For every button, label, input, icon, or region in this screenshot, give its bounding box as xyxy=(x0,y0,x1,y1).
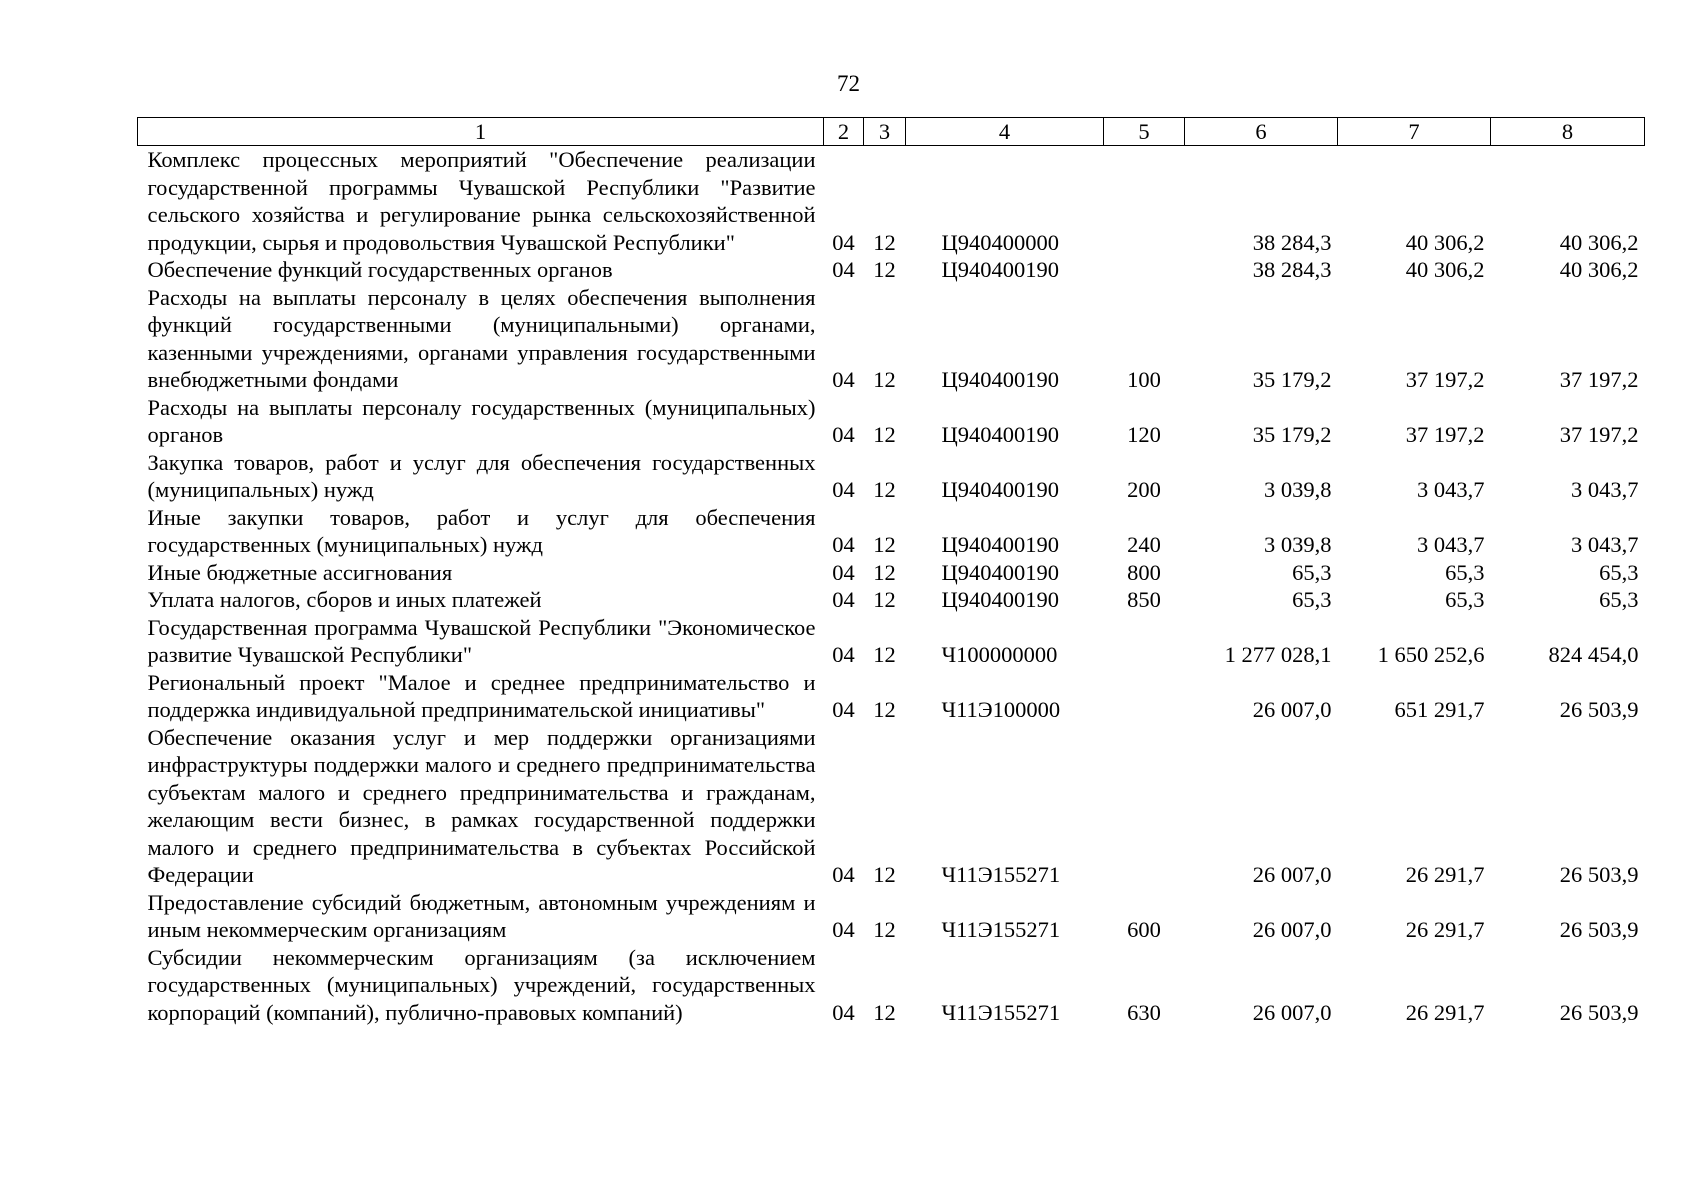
column-header-7: 7 xyxy=(1338,118,1491,146)
row-name: Обеспечение оказания услуг и мер поддержки организациями инфраструктуры поддержки малого и среднего предпринимательства субъектам малого и среднего предпринимательства и гражданам, желающим вести бизнес, в рамках государственной поддержки малого и среднего предпринимательства в субъектах Российской Федерации xyxy=(147,724,816,887)
row-name: Иные закупки товаров, работ и услуг для обеспечения государственных (муниципальных) нужд xyxy=(147,504,816,557)
amount-year-3: 824 454,0 xyxy=(1548,642,1639,667)
subsection-code: 12 xyxy=(873,422,896,447)
amount-year-2: 3 043,7 xyxy=(1417,532,1485,557)
section-code: 04 xyxy=(832,229,855,255)
table-body xyxy=(138,146,1645,1027)
amount-year-3: 37 197,2 xyxy=(1559,422,1639,447)
page-number: 72 xyxy=(837,71,860,96)
amount-year-3: 26 503,9 xyxy=(1559,999,1639,1025)
amount-year-2: 65,3 xyxy=(1445,587,1485,612)
expense-type-code: 120 xyxy=(1127,422,1161,447)
target-article-code: Ч11Э100000 xyxy=(941,697,1061,722)
column-header-4: 4 xyxy=(906,118,1104,146)
column-header-8: 8 xyxy=(1491,118,1645,146)
target-article-code: Ц940400190 xyxy=(941,587,1059,612)
subsection-code: 12 xyxy=(873,642,896,667)
expense-type-code: 800 xyxy=(1127,559,1161,585)
amount-year-1: 38 284,3 xyxy=(1252,229,1332,255)
target-article-code: Ц940400190 xyxy=(941,422,1059,447)
section-code: 04 xyxy=(832,999,855,1025)
amount-year-1: 3 039,8 xyxy=(1264,532,1332,557)
amount-year-1: 26 007,0 xyxy=(1252,697,1332,722)
amount-year-3: 3 043,7 xyxy=(1571,532,1639,557)
row-name: Региональный проект "Малое и среднее предпринимательство и поддержка индивидуальной предпринимательской инициативы" xyxy=(147,669,816,722)
amount-year-1: 35 179,2 xyxy=(1252,422,1332,447)
amount-year-2: 37 197,2 xyxy=(1405,367,1485,392)
section-code: 04 xyxy=(832,587,855,612)
column-header-6: 6 xyxy=(1185,118,1338,146)
table-row xyxy=(138,504,1645,559)
amount-year-1: 65,3 xyxy=(1292,587,1332,612)
target-article-code: Ч100000000 xyxy=(941,642,1058,667)
subsection-code: 12 xyxy=(873,532,896,557)
row-name: Расходы на выплаты персоналу государственных (муниципальных) органов xyxy=(147,394,816,447)
table-row xyxy=(138,449,1645,504)
column-header-5: 5 xyxy=(1104,118,1185,146)
amount-year-1: 3 039,8 xyxy=(1264,477,1332,502)
expense-type-code: 240 xyxy=(1127,532,1161,557)
row-name: Уплата налогов, сборов и иных платежей xyxy=(147,587,542,612)
expense-type-code: 600 xyxy=(1127,917,1161,942)
amount-year-3: 37 197,2 xyxy=(1559,367,1639,392)
table-row xyxy=(138,559,1645,587)
amount-year-2: 40 306,2 xyxy=(1405,257,1485,282)
column-header-1: 1 xyxy=(138,118,824,146)
amount-year-3: 40 306,2 xyxy=(1559,257,1639,282)
expense-type-code: 630 xyxy=(1127,999,1161,1025)
table-row xyxy=(138,944,1645,1027)
subsection-code: 12 xyxy=(873,559,896,585)
amount-year-1: 1 277 028,1 xyxy=(1224,642,1332,667)
amount-year-3: 26 503,9 xyxy=(1559,862,1639,887)
target-article-code: Ц940400000 xyxy=(941,229,1059,255)
target-article-code: Ч11Э155271 xyxy=(941,917,1061,942)
subsection-code: 12 xyxy=(873,477,896,502)
amount-year-3: 40 306,2 xyxy=(1559,229,1639,255)
amount-year-2: 26 291,7 xyxy=(1405,999,1485,1025)
section-code: 04 xyxy=(832,559,855,585)
subsection-code: 12 xyxy=(873,229,896,255)
table-row xyxy=(138,284,1645,394)
amount-year-2: 37 197,2 xyxy=(1405,422,1485,447)
row-name: Комплекс процессных мероприятий "Обеспечение реализации государственной программы Чувашской Республики "Развитие сельского хозяйства и регулирование рынка сельскохозяйственной продукции, сырья и продовольствия Чувашской Республики" xyxy=(147,147,816,255)
section-code: 04 xyxy=(832,642,855,667)
section-code: 04 xyxy=(832,697,855,722)
table-row xyxy=(138,256,1645,284)
subsection-code: 12 xyxy=(873,917,896,942)
expense-type-code: 200 xyxy=(1127,477,1161,502)
subsection-code: 12 xyxy=(873,999,896,1025)
column-number-row xyxy=(138,118,1645,146)
expense-type-code xyxy=(1104,614,1185,669)
amount-year-2: 3 043,7 xyxy=(1417,477,1485,502)
expense-type-code xyxy=(1104,256,1185,284)
amount-year-1: 65,3 xyxy=(1292,559,1332,585)
row-name: Расходы на выплаты персоналу в целях обеспечения выполнения функций государственными (муниципальными) органами, казенными учреждениями, органами управления государственными внебюджетными фондами xyxy=(147,284,816,392)
amount-year-3: 26 503,9 xyxy=(1559,917,1639,942)
amount-year-3: 3 043,7 xyxy=(1571,477,1639,502)
section-code: 04 xyxy=(832,532,855,557)
amount-year-1: 26 007,0 xyxy=(1252,999,1332,1025)
amount-year-3: 26 503,9 xyxy=(1559,697,1639,722)
subsection-code: 12 xyxy=(873,697,896,722)
amount-year-2: 26 291,7 xyxy=(1405,862,1485,887)
column-header-2: 2 xyxy=(824,118,864,146)
table-row xyxy=(138,394,1645,449)
subsection-code: 12 xyxy=(873,587,896,612)
target-article-code: Ц940400190 xyxy=(941,257,1059,282)
amount-year-2: 1 650 252,6 xyxy=(1377,642,1485,667)
amount-year-2: 65,3 xyxy=(1445,559,1485,585)
table-row xyxy=(138,146,1645,257)
table-row xyxy=(138,724,1645,889)
section-code: 04 xyxy=(832,367,855,392)
target-article-code: Ч11Э155271 xyxy=(941,999,1061,1025)
table-row xyxy=(138,889,1645,944)
row-name: Закупка товаров, работ и услуг для обеспечения государственных (муниципальных) нужд xyxy=(147,449,816,502)
amount-year-3: 65,3 xyxy=(1599,587,1639,612)
section-code: 04 xyxy=(832,917,855,942)
row-name: Субсидии некоммерческим организациям (за исключением государственных (муниципальных) учреждений, государственных корпораций (компаний), публично-правовых компаний) xyxy=(147,944,816,1025)
table-row xyxy=(138,669,1645,724)
amount-year-1: 26 007,0 xyxy=(1252,862,1332,887)
subsection-code: 12 xyxy=(873,257,896,282)
row-name: Предоставление субсидий бюджетным, автономным учреждениям и иным некоммерческим организациям xyxy=(147,889,816,942)
target-article-code: Ч11Э155271 xyxy=(941,862,1061,887)
row-name: Обеспечение функций государственных органов xyxy=(147,257,613,282)
expense-type-code xyxy=(1104,146,1185,257)
expense-type-code: 850 xyxy=(1127,587,1161,612)
amount-year-1: 38 284,3 xyxy=(1252,257,1332,282)
expense-type-code: 100 xyxy=(1127,367,1161,392)
row-name: Государственная программа Чувашской Республики "Экономическое развитие Чувашской Республики" xyxy=(147,614,816,667)
target-article-code: Ц940400190 xyxy=(941,559,1059,585)
target-article-code: Ц940400190 xyxy=(941,532,1059,557)
subsection-code: 12 xyxy=(873,862,896,887)
amount-year-1: 35 179,2 xyxy=(1252,367,1332,392)
target-article-code: Ц940400190 xyxy=(941,477,1059,502)
target-article-code: Ц940400190 xyxy=(941,367,1059,392)
section-code: 04 xyxy=(832,862,855,887)
amount-year-1: 26 007,0 xyxy=(1252,917,1332,942)
amount-year-2: 26 291,7 xyxy=(1405,917,1485,942)
row-name: Иные бюджетные ассигнования xyxy=(147,559,453,585)
expense-type-code xyxy=(1104,669,1185,724)
subsection-code: 12 xyxy=(873,367,896,392)
section-code: 04 xyxy=(832,257,855,282)
expense-type-code xyxy=(1104,724,1185,889)
section-code: 04 xyxy=(832,477,855,502)
section-code: 04 xyxy=(832,422,855,447)
amount-year-3: 65,3 xyxy=(1599,559,1639,585)
column-header-3: 3 xyxy=(864,118,906,146)
table-row xyxy=(138,614,1645,669)
amount-year-2: 40 306,2 xyxy=(1405,229,1485,255)
budget-table xyxy=(137,117,1645,1026)
table-row xyxy=(138,586,1645,614)
amount-year-2: 651 291,7 xyxy=(1394,697,1485,722)
